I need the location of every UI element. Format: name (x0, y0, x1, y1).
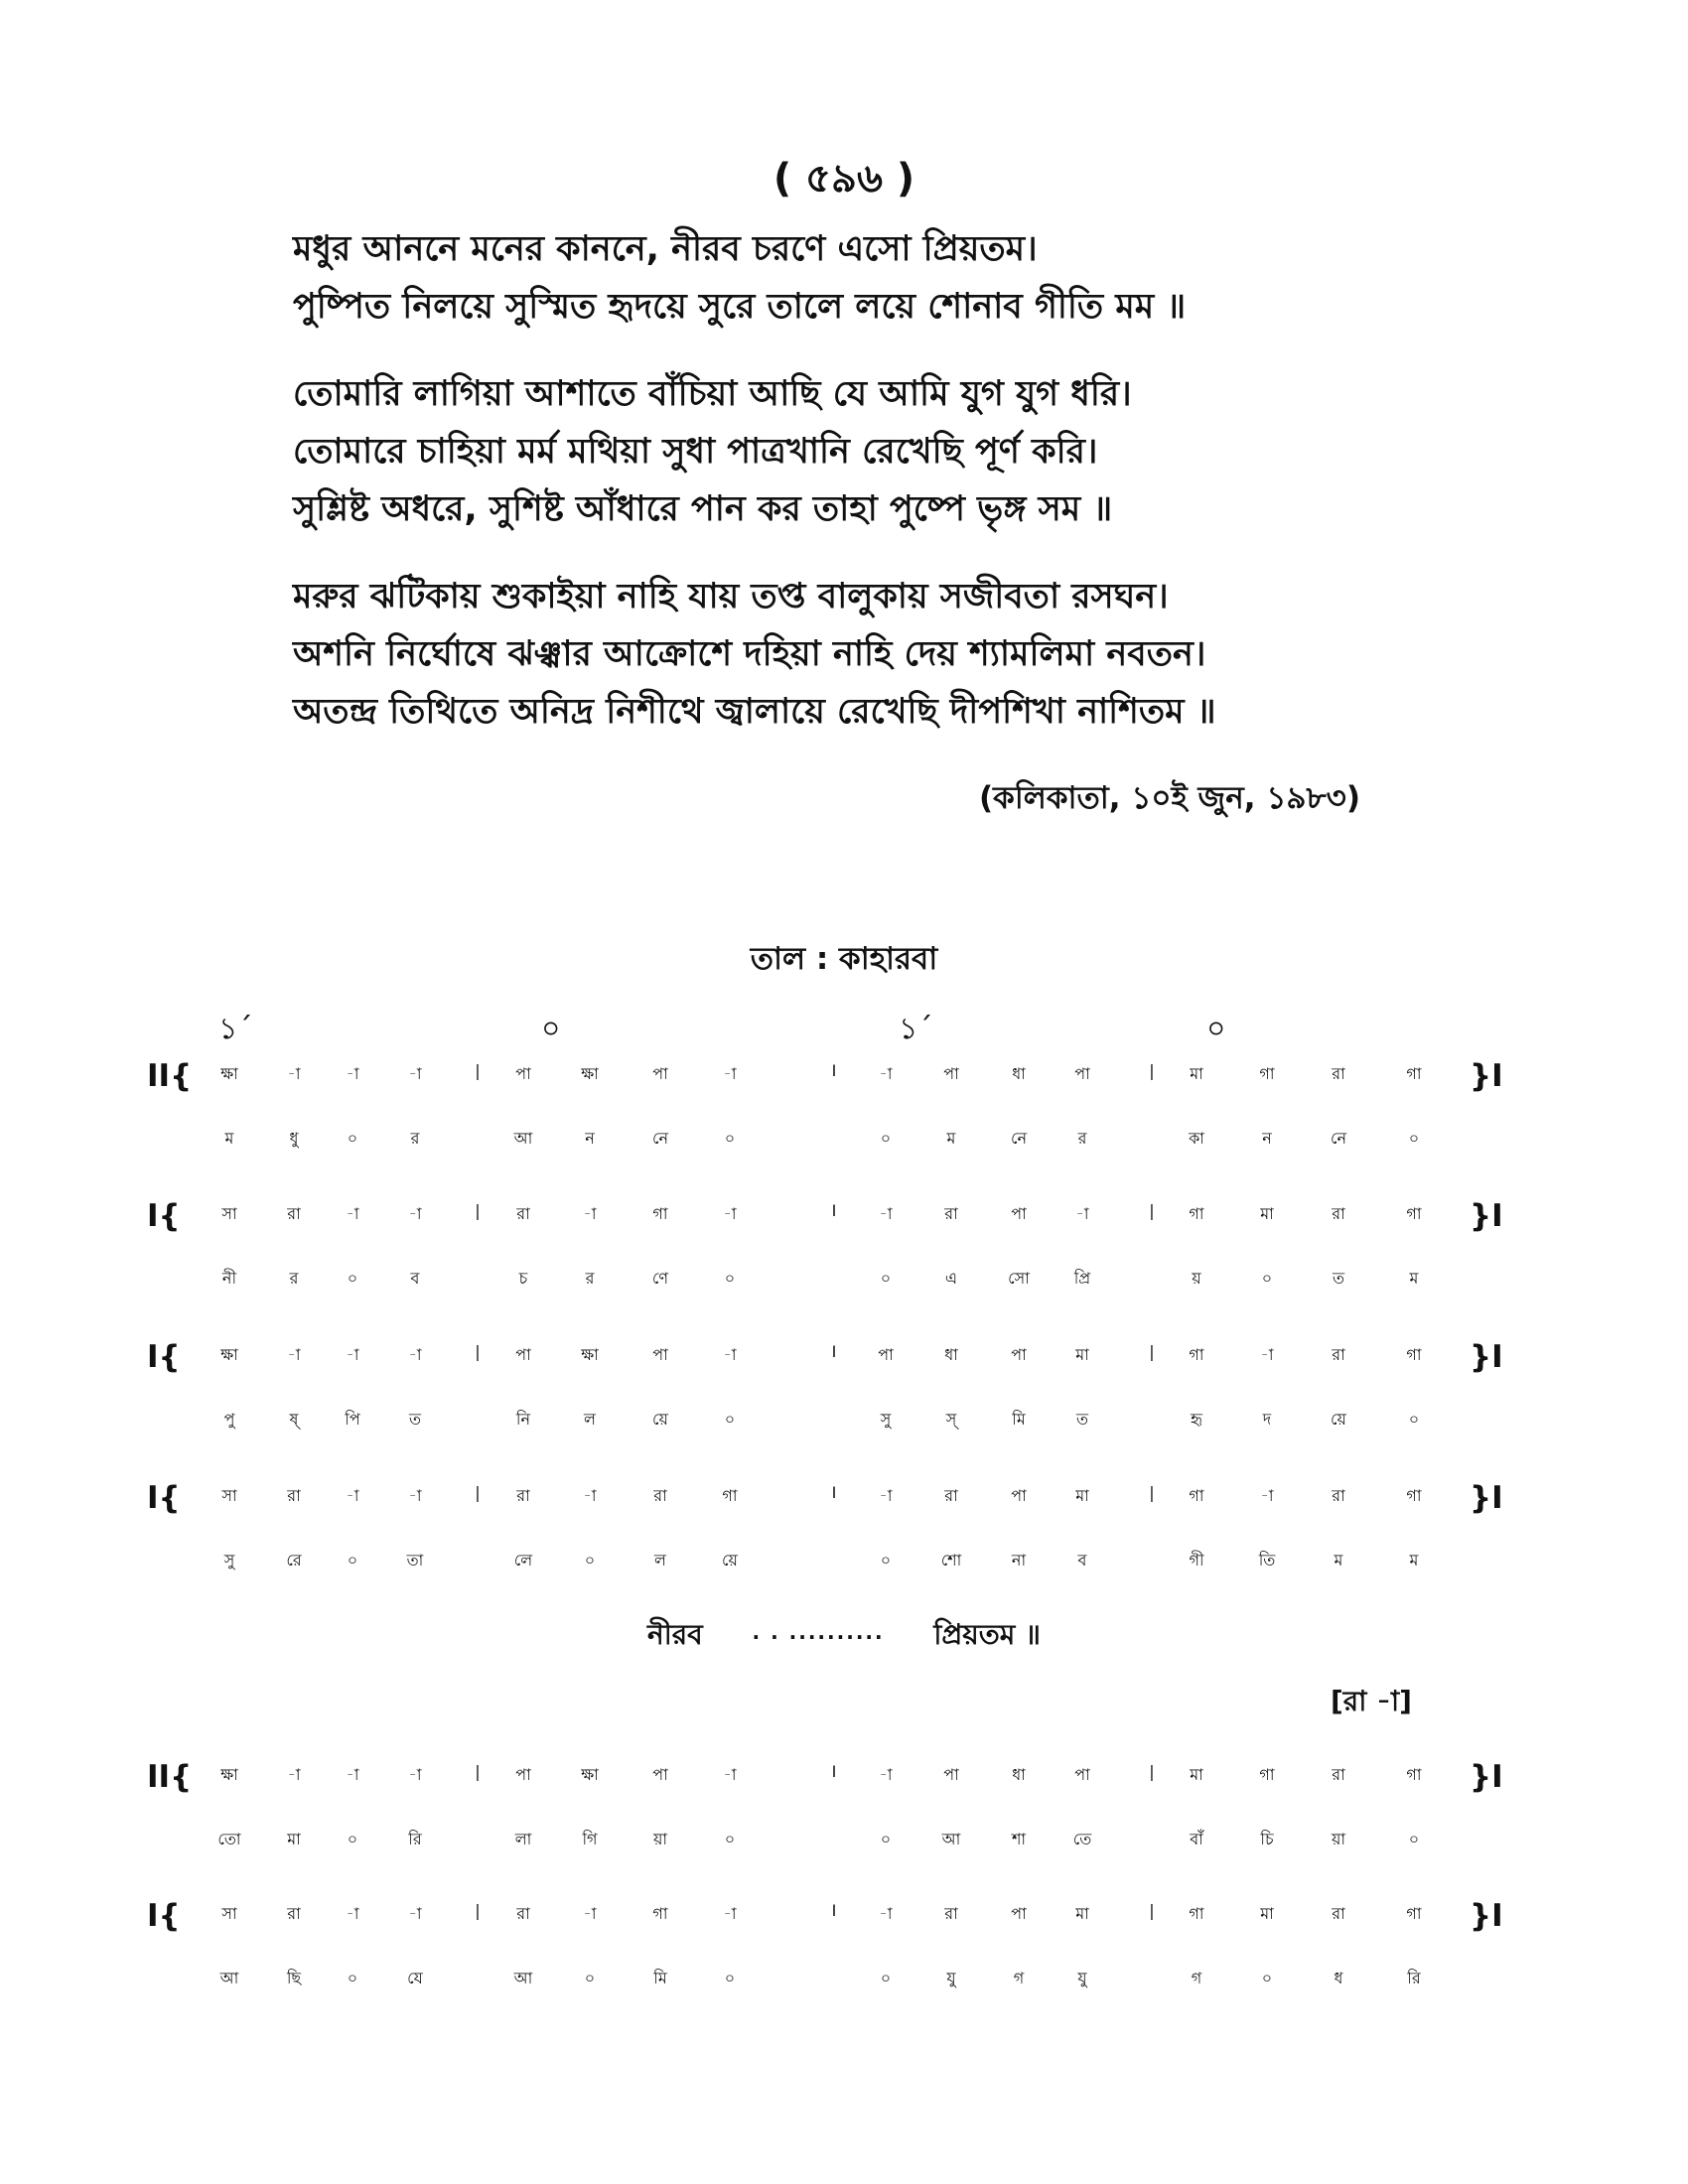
swara-note: রা (944, 1904, 958, 1923)
lyric-syllable: তো (217, 1830, 241, 1848)
minor-bar-separator: | (475, 1061, 481, 1080)
minor-bar-separator: | (475, 1762, 481, 1781)
swara-note: গা (1189, 1486, 1204, 1505)
minor-bar-separator: | (1149, 1061, 1155, 1080)
swara-note: রা (516, 1204, 530, 1223)
swara-note: সা (221, 1486, 237, 1505)
stanza (293, 568, 1445, 741)
swara-note: ক্ষা (220, 1765, 238, 1784)
swara-note: রা (516, 1486, 530, 1505)
alternate-note: [রা -া] (1331, 1685, 1412, 1717)
swara-note: গা (652, 1204, 668, 1223)
swara-note: রা (1332, 1765, 1345, 1784)
swara-note: -া (879, 1486, 893, 1505)
lyric-syllable: ০ (1261, 1269, 1273, 1288)
swara-note: পা (652, 1064, 668, 1083)
swara-note: রা (287, 1486, 301, 1505)
swara-note: -া (287, 1064, 301, 1083)
lyric-syllable: যু (1077, 1969, 1087, 1987)
beat-mark: ১´ (899, 1012, 933, 1046)
refrain-dots: · · ·········· (752, 1625, 885, 1649)
swara-note: -া (346, 1345, 359, 1364)
lyric-syllable: মি (1012, 1410, 1026, 1429)
swara-note: -া (879, 1204, 893, 1223)
swara-note: পা (1074, 1765, 1090, 1784)
lyric-syllable: ০ (724, 1410, 736, 1429)
lyric-syllable: ম (1409, 1269, 1419, 1288)
lyric-syllable: ত (1332, 1269, 1344, 1288)
lyric-syllable: যে (407, 1969, 423, 1987)
major-bar-separator: I (831, 1762, 837, 1781)
major-bar-separator: I (831, 1201, 837, 1220)
lyric-syllable: আ (219, 1969, 239, 1987)
swara-note: গা (1259, 1064, 1275, 1083)
swara-note: পা (652, 1345, 668, 1364)
swara-note: -া (1260, 1486, 1274, 1505)
swara-note: সা (221, 1204, 237, 1223)
swara-note: পা (943, 1064, 959, 1083)
minor-bar-separator: | (475, 1201, 481, 1220)
swara-note: গা (1259, 1765, 1275, 1784)
poem-line: মরুর ঝটিকায় শুকাইয়া নাহি যায় তপ্ত বালুকায় সজীবতা রসঘন। (293, 577, 1169, 616)
row-open-bracket: I{ (147, 1480, 181, 1516)
lyric-syllable: সু (223, 1551, 235, 1570)
lyric-syllable: ত (1075, 1410, 1088, 1429)
swara-note: সা (221, 1904, 237, 1923)
refrain-start: নীরব (647, 1618, 703, 1651)
swara-note: পা (943, 1765, 959, 1784)
swara-note: -া (408, 1064, 422, 1083)
swara-note: -া (408, 1904, 422, 1923)
swara-note: মা (1075, 1904, 1089, 1923)
lyric-syllable: হৃ (1191, 1410, 1202, 1429)
lyric-syllable: র (410, 1129, 420, 1148)
lyric-syllable: ব (1077, 1551, 1087, 1570)
minor-bar-separator: | (1149, 1342, 1155, 1361)
swara-note: গা (1406, 1345, 1422, 1364)
lyric-syllable: চি (1260, 1830, 1274, 1848)
swara-note: মা (1190, 1064, 1203, 1083)
lyric-syllable: পি (345, 1410, 360, 1429)
lyric-syllable: স্ (945, 1410, 957, 1429)
lyric-syllable: ০ (880, 1551, 892, 1570)
swara-note: -া (346, 1204, 359, 1223)
swara-note: রা (1332, 1345, 1345, 1364)
swara-note: রা (287, 1204, 301, 1223)
swara-note: গা (722, 1486, 738, 1505)
lyric-syllable: যু (946, 1969, 956, 1987)
lyric-syllable: ০ (880, 1969, 892, 1987)
lyric-syllable: আ (513, 1129, 533, 1148)
swara-note: -া (879, 1064, 893, 1083)
swara-note: -া (287, 1345, 301, 1364)
lyric-syllable: আ (513, 1969, 533, 1987)
swara-note: রা (287, 1904, 301, 1923)
major-bar-separator: I (831, 1342, 837, 1361)
swara-note: পা (1011, 1904, 1027, 1923)
row-close-bracket: }I (1470, 1058, 1503, 1094)
lyric-syllable: ০ (347, 1129, 358, 1148)
lyric-syllable: নী (221, 1269, 237, 1288)
lyric-syllable: সু (880, 1410, 892, 1429)
swara-note: গা (1406, 1904, 1422, 1923)
lyric-syllable: ০ (584, 1969, 596, 1987)
page-number: ( ৫৯৬ ) (773, 156, 915, 202)
lyric-syllable: মা (287, 1830, 301, 1848)
lyric-syllable: সো (1008, 1269, 1030, 1288)
swara-note: -া (583, 1486, 597, 1505)
lyric-syllable: ম (946, 1129, 956, 1148)
swara-note: -া (346, 1486, 359, 1505)
poem-line: অতন্দ্র তিথিতে অনিদ্র নিশীথে জ্বালায়ে রেখেছি দীপশিখা নাশিতম ॥ (293, 692, 1216, 732)
lyric-syllable: ন (585, 1129, 595, 1148)
lyric-syllable: নি (515, 1410, 531, 1429)
swara-note: রা (1332, 1486, 1345, 1505)
lyric-syllable: ম (1409, 1551, 1419, 1570)
lyric-syllable: ০ (1261, 1969, 1273, 1987)
lyric-syllable: ০ (1408, 1830, 1420, 1848)
lyric-syllable: রি (1407, 1969, 1421, 1987)
lyric-syllable: ব (410, 1269, 420, 1288)
swara-note: ক্ষা (581, 1345, 599, 1364)
lyric-syllable: শো (940, 1551, 962, 1570)
swara-note: গা (1406, 1765, 1422, 1784)
swara-note: রা (944, 1204, 958, 1223)
lyric-syllable: ধু (289, 1129, 299, 1148)
minor-bar-separator: | (475, 1901, 481, 1920)
lyric-syllable: ধ (1334, 1969, 1343, 1987)
swara-note: গা (1406, 1486, 1422, 1505)
swara-note: মা (1260, 1204, 1274, 1223)
beat-mark: ০ (541, 1012, 561, 1046)
swara-note: পা (1011, 1486, 1027, 1505)
lyric-syllable: য়ে (652, 1410, 668, 1429)
refrain-note (0, 1613, 1688, 1660)
swara-note: -া (723, 1204, 737, 1223)
swara-note: ক্ষা (220, 1345, 238, 1364)
swara-note: পা (515, 1064, 531, 1083)
swara-note: ক্ষা (220, 1064, 238, 1083)
swara-note: -া (408, 1765, 422, 1784)
lyric-syllable: ণে (651, 1269, 669, 1288)
swara-note: -া (1260, 1345, 1274, 1364)
swara-note: -া (723, 1765, 737, 1784)
swara-note: মা (1260, 1904, 1274, 1923)
dateline: (কলিকাতা, ১০ই জুন, ১৯৮৩) (979, 780, 1360, 816)
swara-note: ধা (1012, 1765, 1026, 1784)
major-bar-separator: I (831, 1483, 837, 1502)
swara-note: ক্ষা (581, 1765, 599, 1784)
swara-note: পা (1011, 1345, 1027, 1364)
minor-bar-separator: | (1149, 1901, 1155, 1920)
lyric-syllable: ন (1262, 1129, 1272, 1148)
swara-note: -া (1075, 1204, 1089, 1223)
lyric-syllable: ০ (1408, 1410, 1420, 1429)
minor-bar-separator: | (1149, 1483, 1155, 1502)
swara-note: গা (1189, 1904, 1204, 1923)
lyric-syllable: পু (223, 1410, 235, 1429)
swara-note: রা (944, 1486, 958, 1505)
swara-note: -া (583, 1204, 597, 1223)
minor-bar-separator: | (1149, 1762, 1155, 1781)
swara-note: -া (723, 1345, 737, 1364)
swara-note: -া (408, 1486, 422, 1505)
row-close-bracket: }I (1470, 1898, 1503, 1934)
lyric-syllable: তি (1258, 1551, 1276, 1570)
lyric-syllable: লা (514, 1830, 532, 1848)
swara-note: -া (879, 1904, 893, 1923)
lyric-syllable: র (1077, 1129, 1087, 1148)
swara-note: পা (1074, 1064, 1090, 1083)
swara-note: -া (583, 1904, 597, 1923)
lyric-syllable: তা (406, 1551, 424, 1570)
row-close-bracket: }I (1470, 1339, 1503, 1375)
swara-note: -া (723, 1904, 737, 1923)
minor-bar-separator: | (475, 1483, 481, 1502)
stanza (293, 220, 1445, 336)
lyric-syllable: গ (1191, 1969, 1202, 1987)
lyric-syllable: নে (1010, 1129, 1028, 1148)
lyric-syllable: ০ (347, 1269, 358, 1288)
lyric-syllable: গি (582, 1830, 598, 1848)
beat-mark: ১´ (218, 1012, 253, 1046)
poem (293, 220, 1445, 770)
poem-line: তোমারে চাহিয়া মর্ম মথিয়া সুধা পাত্রখানি রেখেছি পূর্ণ করি। (293, 432, 1098, 472)
lyric-syllable: ল (654, 1551, 666, 1570)
minor-bar-separator: | (1149, 1201, 1155, 1220)
lyric-syllable: ০ (347, 1551, 358, 1570)
swara-note: গা (652, 1904, 668, 1923)
swara-note: -া (408, 1204, 422, 1223)
lyric-syllable: নে (651, 1129, 669, 1148)
swara-note: রা (1332, 1204, 1345, 1223)
stanza (293, 365, 1445, 538)
poem-line: অশনি নির্ঘোষে ঝঞ্ঝার আক্রোশে দহিয়া নাহি দেয় শ্যামলিমা নবতন। (293, 634, 1206, 674)
swara-note: -া (408, 1345, 422, 1364)
lyric-syllable: য়ে (1331, 1410, 1346, 1429)
lyric-syllable: ০ (584, 1551, 596, 1570)
swara-note: পা (652, 1765, 668, 1784)
lyric-syllable: ০ (347, 1969, 358, 1987)
swara-note: -া (879, 1765, 893, 1784)
lyric-syllable: য়া (652, 1830, 668, 1848)
lyric-syllable: শা (1011, 1830, 1027, 1848)
poem-line: পুষ্পিত নিলয়ে সুস্মিত হৃদয়ে সুরে তালে লয়ে শোনাব গীতি মম ॥ (293, 287, 1187, 327)
swara-note: -া (346, 1064, 359, 1083)
lyric-syllable: বাঁ (1190, 1830, 1203, 1848)
poem-line: তোমারি লাগিয়া আশাতে বাঁচিয়া আছি যে আমি যুগ যুগ ধরি। (293, 374, 1132, 414)
lyric-syllable: ০ (724, 1269, 736, 1288)
lyric-syllable: রি (408, 1830, 422, 1848)
lyric-syllable: ০ (880, 1830, 892, 1848)
lyric-syllable: য় (1192, 1269, 1201, 1288)
row-open-bracket: I{ (147, 1339, 181, 1375)
tala-heading: তাল : কাহারবা (750, 941, 938, 977)
swara-note: ধা (944, 1345, 958, 1364)
swara-note: গা (1406, 1204, 1422, 1223)
lyric-syllable: না (1011, 1551, 1027, 1570)
beat-mark: ০ (1206, 1012, 1226, 1046)
swara-note: মা (1075, 1486, 1089, 1505)
swara-note: পা (1011, 1204, 1027, 1223)
lyric-syllable: ০ (347, 1830, 358, 1848)
lyric-syllable: লে (513, 1551, 533, 1570)
lyric-syllable: ম (1334, 1551, 1343, 1570)
refrain-end: প্রিয়তম ॥ (933, 1618, 1041, 1651)
row-close-bracket: }I (1470, 1759, 1503, 1795)
lyric-syllable: দ (1262, 1410, 1272, 1429)
lyric-syllable: ম (224, 1129, 234, 1148)
swara-note: রা (1332, 1064, 1345, 1083)
major-bar-separator: I (831, 1061, 837, 1080)
swara-note: রা (516, 1904, 530, 1923)
swara-note: -া (346, 1765, 359, 1784)
swara-note: পা (878, 1345, 894, 1364)
minor-bar-separator: | (475, 1342, 481, 1361)
lyric-syllable: ত (408, 1410, 421, 1429)
lyric-syllable: চ (518, 1269, 528, 1288)
lyric-syllable: র (585, 1269, 595, 1288)
swara-note: রা (653, 1486, 667, 1505)
lyric-syllable: ০ (724, 1129, 736, 1148)
lyric-syllable: ০ (1408, 1129, 1420, 1148)
swara-note: ক্ষা (581, 1064, 599, 1083)
lyric-syllable: গী (1189, 1551, 1204, 1570)
lyric-syllable: এ (944, 1269, 958, 1288)
row-open-bracket: I{ (147, 1198, 181, 1234)
lyric-syllable: কা (1189, 1129, 1204, 1148)
swara-note: গা (1406, 1064, 1422, 1083)
swara-note: -া (723, 1064, 737, 1083)
row-open-bracket: II{ (147, 1058, 193, 1094)
poem-line: মধুর আননে মনের কাননে, নীরব চরণে এসো প্রিয়তম। (293, 229, 1038, 269)
lyric-syllable: ল (584, 1410, 596, 1429)
lyric-syllable: ০ (880, 1129, 892, 1148)
swara-note: গা (1189, 1345, 1204, 1364)
lyric-syllable: ছি (286, 1969, 302, 1987)
row-close-bracket: }I (1470, 1480, 1503, 1516)
lyric-syllable: ষ্ (289, 1410, 299, 1429)
swara-note: রা (1332, 1904, 1345, 1923)
swara-note: পা (515, 1345, 531, 1364)
lyric-syllable: গ (1013, 1969, 1025, 1987)
lyric-syllable: মি (653, 1969, 667, 1987)
lyric-syllable: প্রি (1073, 1269, 1091, 1288)
lyric-syllable: রে (286, 1551, 302, 1570)
swara-note: মা (1190, 1765, 1203, 1784)
lyric-syllable: ০ (880, 1269, 892, 1288)
row-close-bracket: }I (1470, 1198, 1503, 1234)
lyric-syllable: আ (941, 1830, 961, 1848)
row-open-bracket: I{ (147, 1898, 181, 1934)
lyric-syllable: তে (1072, 1830, 1092, 1848)
swara-note: -া (346, 1904, 359, 1923)
swara-note: গা (1189, 1204, 1204, 1223)
swara-note: মা (1075, 1345, 1089, 1364)
lyric-syllable: ০ (724, 1830, 736, 1848)
lyric-syllable: ০ (724, 1969, 736, 1987)
major-bar-separator: I (831, 1901, 837, 1920)
lyric-syllable: য়া (1331, 1830, 1346, 1848)
swara-note: পা (515, 1765, 531, 1784)
lyric-syllable: র (289, 1269, 299, 1288)
lyric-syllable: নে (1330, 1129, 1347, 1148)
poem-line: সুশ্লিষ্ট অধরে, সুশিষ্ট আঁধারে পান কর তাহা পুষ্পে ভৃঙ্গ সম ॥ (293, 489, 1113, 529)
lyric-syllable: য়ে (722, 1551, 738, 1570)
swara-note: ধা (1012, 1064, 1026, 1083)
swara-note: -া (287, 1765, 301, 1784)
row-open-bracket: II{ (147, 1759, 193, 1795)
